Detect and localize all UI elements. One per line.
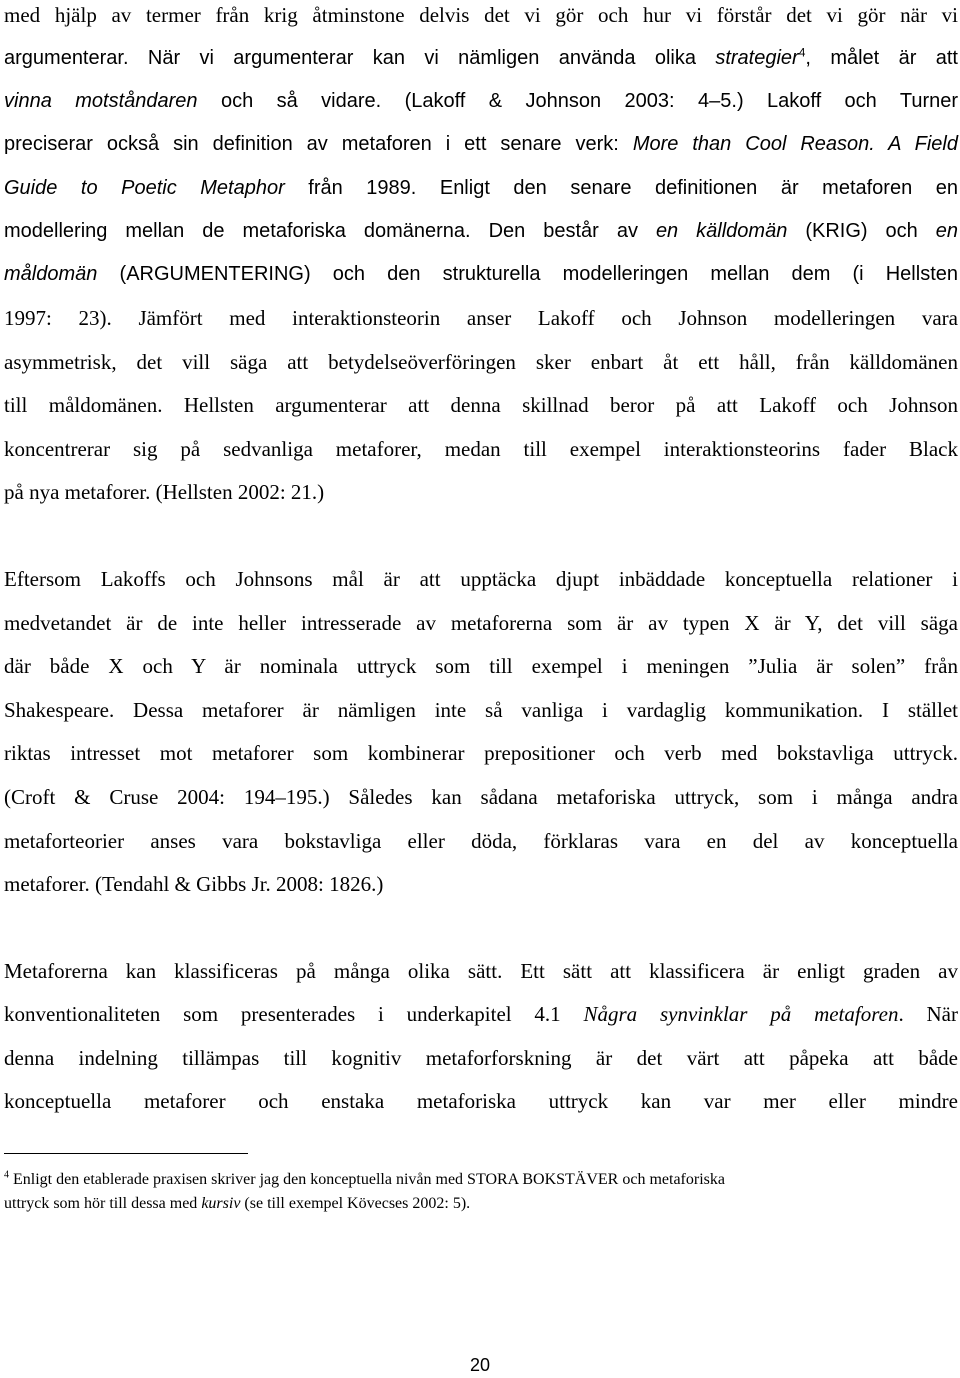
text-line bbox=[4, 218, 958, 244]
text-run: (se till exempel Kövecses 2002: 5). bbox=[240, 1195, 471, 1212]
text-run: från 1989. Enligt den senare definitionen är metaforen en bbox=[284, 177, 958, 199]
text-line bbox=[4, 261, 958, 287]
footnote-marker: 4 bbox=[4, 1169, 9, 1181]
text-run: konventionaliteten som presenterades i underkapitel 4.1 bbox=[4, 1002, 584, 1026]
text-run-italic: kursiv bbox=[201, 1195, 241, 1212]
text-run: Eftersom Lakoffs och Johnsons mål är att upptäcka djupt inbäddade konceptuella relationer i bbox=[4, 567, 958, 591]
text-line bbox=[4, 305, 958, 331]
text-run: Metaforerna kan klassificeras på många olika sätt. Ett sätt att klassificera är enligt graden av bbox=[4, 959, 958, 983]
text-run-italic: vinna motståndaren bbox=[4, 90, 198, 112]
text-line bbox=[4, 175, 958, 201]
text-line bbox=[4, 958, 958, 984]
text-run-italic: Guide to Poetic Metaphor bbox=[4, 177, 285, 199]
text-line bbox=[4, 2, 958, 28]
text-run: där både X och Y är nominala uttryck som till exempel i meningen ”Julia är solen” från bbox=[4, 654, 958, 678]
text-run: medvetandet är de inte heller intresserade av metaforerna som är av typen X är Y, det vill säga bbox=[4, 611, 958, 635]
text-line bbox=[4, 349, 958, 375]
footnote-reference[interactable]: 4 bbox=[798, 45, 806, 60]
text-run-italic: strategier bbox=[715, 47, 799, 69]
text-run: (ARGUMENTERING) och den strukturella modelleringen mellan dem (i Hellsten bbox=[97, 263, 958, 285]
text-line bbox=[4, 740, 958, 766]
text-run: uttryck som hör till dessa med bbox=[4, 1195, 202, 1212]
footnote-line bbox=[4, 1194, 958, 1214]
text-run: denna indelning tillämpas till kognitiv metaforforskning är det värt att påpeka att både bbox=[4, 1046, 958, 1070]
text-line bbox=[4, 392, 958, 418]
text-run: asymmetrisk, det vill säga att betydelseöverföringen sker enbart åt ett håll, från källdomänen bbox=[4, 350, 958, 374]
text-line bbox=[4, 88, 958, 114]
text-run: . När bbox=[898, 1002, 958, 1026]
text-line bbox=[4, 566, 958, 592]
text-line bbox=[4, 871, 958, 897]
text-run-italic: en källdomän bbox=[655, 220, 788, 242]
text-line bbox=[4, 436, 958, 462]
text-run: argumenterar. När vi argumenterar kan vi nämligen använda olika bbox=[4, 47, 716, 69]
text-line bbox=[4, 697, 958, 723]
text-run: , målet är att bbox=[805, 47, 958, 69]
text-run-italic: en bbox=[935, 220, 959, 242]
text-line bbox=[4, 131, 958, 157]
text-run: (Croft & Cruse 2004: 194–195.) Således kan sådana metaforiska uttryck, som i många andra bbox=[4, 785, 958, 809]
text-line bbox=[4, 610, 958, 636]
text-run: (KRIG) och bbox=[787, 220, 936, 242]
text-run: konceptuella metaforer och enstaka metaforiska uttryck kan var mer eller mindre bbox=[4, 1089, 958, 1113]
text-run: koncentrerar sig på sedvanliga metaforer, medan till exempel interaktionsteorins fader Black bbox=[4, 437, 958, 461]
text-run-italic: More than Cool Reason. A Field bbox=[632, 133, 958, 155]
footnote-separator bbox=[4, 1153, 248, 1154]
text-run: 1997: 23). Jämfört med interaktionsteorin anser Lakoff och Johnson modelleringen vara bbox=[4, 306, 958, 330]
text-run: Shakespeare. Dessa metaforer är nämligen inte så vanliga i vardaglig kommunikation. I stället bbox=[4, 698, 958, 722]
text-run: modellering mellan de metaforiska domänerna. Den består av bbox=[4, 220, 656, 242]
text-line bbox=[4, 653, 958, 679]
text-line bbox=[4, 1001, 958, 1027]
text-run: metaforer. (Tendahl & Gibbs Jr. 2008: 1826.) bbox=[4, 872, 384, 896]
text-line bbox=[4, 828, 958, 854]
text-line bbox=[4, 1045, 958, 1071]
text-run: riktas intresset mot metaforer som kombinerar prepositioner och verb med bokstavliga uttryck. bbox=[4, 741, 958, 765]
text-line bbox=[4, 784, 958, 810]
text-run: preciserar också sin definition av metaforen i ett senare verk: bbox=[4, 133, 633, 155]
text-run: till måldomänen. Hellsten argumenterar att denna skillnad beror på att Lakoff och Johnson bbox=[4, 393, 958, 417]
text-line bbox=[4, 45, 958, 71]
text-line bbox=[4, 1088, 958, 1114]
text-run: och så vidare. (Lakoff & Johnson 2003: 4–5.) Lakoff och Turner bbox=[197, 90, 959, 112]
text-line bbox=[4, 479, 958, 505]
text-run-italic: måldomän bbox=[4, 263, 98, 285]
text-run: Enligt den etablerade praxisen skriver jag den konceptuella nivån med STORA BOKSTÄVER och metaforiska bbox=[9, 1171, 725, 1188]
text-run: metaforteorier anses vara bokstavliga eller döda, förklaras vara en del av konceptuella bbox=[4, 829, 958, 853]
text-run: med hjälp av termer från krig åtminstone delvis det vi gör och hur vi förstår det vi gör när vi bbox=[4, 3, 958, 27]
page-number: 20 bbox=[469, 1355, 491, 1375]
text-run: på nya metaforer. (Hellsten 2002: 21.) bbox=[4, 480, 325, 504]
text-run-italic: Några synvinklar på metaforen bbox=[583, 1002, 899, 1026]
footnote-line bbox=[4, 1170, 958, 1190]
